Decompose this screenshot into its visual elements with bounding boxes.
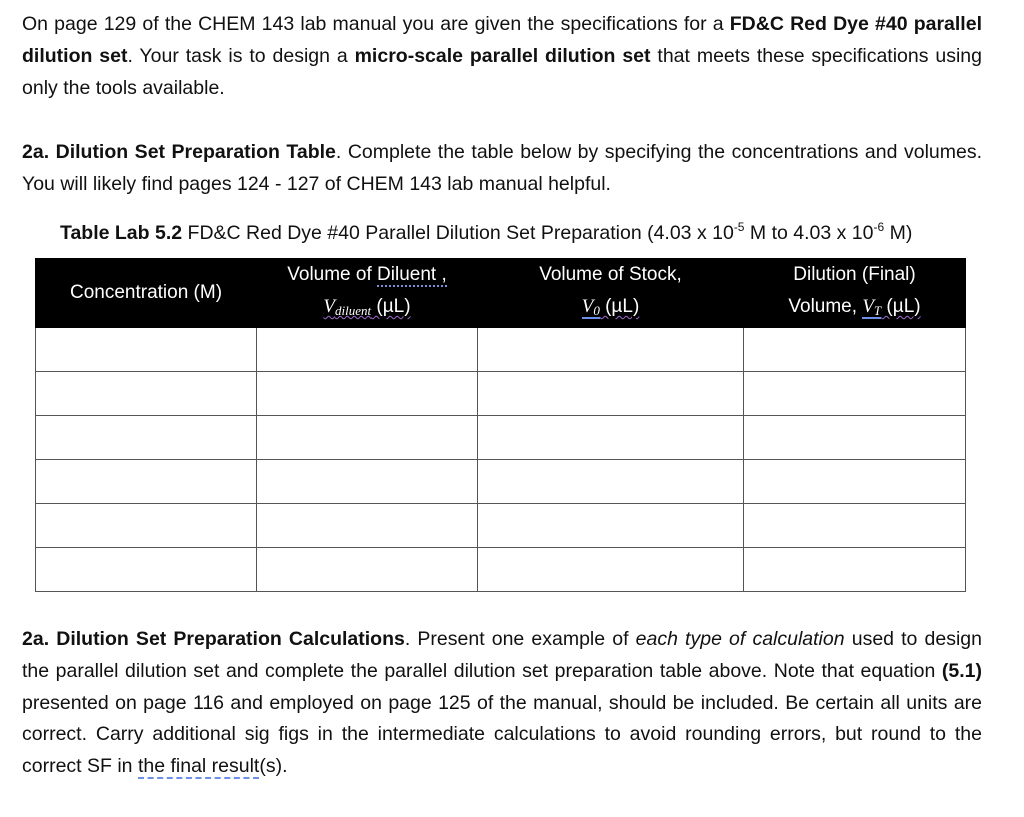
- table-row: [36, 328, 966, 372]
- diluent-sub: diluent: [335, 303, 372, 318]
- table-caption: [60, 219, 912, 247]
- calc-text-1: . Present one example of: [404, 628, 636, 650]
- table-cell[interactable]: [478, 460, 744, 504]
- intro-text-1: On page 129 of the CHEM 143 lab manual you are given the specifications for a: [22, 13, 730, 35]
- calc-italic-each-type: each type of calculation: [635, 628, 845, 650]
- header-final-line2: Volume,: [788, 296, 863, 317]
- caption-end: M): [884, 222, 913, 244]
- table-row: [36, 372, 966, 416]
- calc-section-heading: 2a. Dilution Set Preparation Calculations: [22, 628, 405, 650]
- table-cell[interactable]: [257, 328, 478, 372]
- final-sub: T: [873, 303, 882, 318]
- table-cell[interactable]: [744, 460, 966, 504]
- intro-text-3: that meets these specifications using only the tools available.: [22, 44, 982, 99]
- table-cell[interactable]: [36, 504, 257, 548]
- intro-paragraph: [22, 9, 982, 104]
- header-concentration: [36, 259, 257, 328]
- dilution-table: [35, 258, 966, 592]
- calc-section-paragraph: [22, 624, 982, 783]
- table-cell[interactable]: [478, 416, 744, 460]
- calc-text-4: (s).: [259, 755, 288, 778]
- table-cell[interactable]: [478, 548, 744, 592]
- table-cell[interactable]: [257, 416, 478, 460]
- caption-label: Table Lab 5.2: [60, 222, 183, 244]
- calc-text-3: presented on page 116 and employed on page 125 of the manual, should be included. Be certain all units are correct. Carry additional sig figs in the intermediate calculations to avoid rounding errors, but round to the correct SF in: [22, 691, 982, 778]
- table-cell[interactable]: [744, 416, 966, 460]
- table-section-paragraph: [22, 137, 982, 201]
- header-final-unit: (µL): [881, 296, 921, 317]
- table-cell[interactable]: [744, 548, 966, 592]
- header-concentration-label: Concentration (M): [69, 282, 223, 303]
- header-stock-symbol: [582, 296, 600, 319]
- header-stock-unit: (µL): [599, 296, 640, 317]
- header-final-line1: Dilution (Final): [793, 264, 916, 285]
- table-cell[interactable]: [744, 504, 966, 548]
- stock-var: V: [581, 296, 594, 317]
- caption-text: FD&C Red Dye #40 Parallel Dilution Set Preparation (4.03 x 10: [182, 222, 734, 244]
- table-section-text: . Complete the table below by specifying the concentrations and volumes. You will likely find pages 124 - 127 of CHEM 143 lab manual helpful.: [22, 141, 982, 195]
- table-cell[interactable]: [257, 372, 478, 416]
- header-diluent-line1: Volume of: [287, 264, 378, 285]
- header-diluent-volume: [257, 259, 478, 328]
- header-diluent-symbol: [323, 296, 371, 317]
- table-cell[interactable]: [478, 372, 744, 416]
- table-cell[interactable]: [257, 460, 478, 504]
- table-header-row: [36, 259, 966, 328]
- caption-exponent-1: -5: [733, 220, 745, 234]
- table-row: [36, 416, 966, 460]
- header-diluent-unit: (µL): [371, 296, 411, 317]
- table-cell[interactable]: [36, 460, 257, 504]
- table-cell[interactable]: [257, 504, 478, 548]
- diluent-var: V: [323, 296, 336, 317]
- calc-bold-equation: (5.1): [941, 659, 982, 682]
- table-row: [36, 460, 966, 504]
- calc-text-2: used to design the parallel dilution set and complete the parallel dilution set preparation table above. Note that equation: [22, 628, 982, 682]
- header-final-volume: [744, 259, 966, 328]
- header-diluent-word: Diluent ,: [377, 264, 447, 285]
- final-var: V: [862, 296, 874, 317]
- caption-exponent-2: -6: [873, 220, 885, 234]
- header-stock-line1: Volume of Stock,: [539, 264, 682, 285]
- intro-bold-micro-scale: micro-scale parallel dilution set: [354, 44, 651, 67]
- stock-sub: 0: [593, 303, 600, 318]
- table-cell[interactable]: [744, 372, 966, 416]
- header-final-symbol: [862, 296, 881, 319]
- table-cell[interactable]: [478, 328, 744, 372]
- table-cell[interactable]: [36, 372, 257, 416]
- table-row: [36, 548, 966, 592]
- table-row: [36, 504, 966, 548]
- calc-final-result: the final result: [137, 755, 260, 778]
- table-cell[interactable]: [257, 548, 478, 592]
- intro-bold-dye-set: FD&C Red Dye #40 parallel dilution set: [22, 13, 982, 67]
- table-cell[interactable]: [36, 548, 257, 592]
- intro-text-2: . Your task is to design a: [127, 44, 355, 67]
- table-cell[interactable]: [36, 416, 257, 460]
- table-cell[interactable]: [36, 328, 257, 372]
- table-cell[interactable]: [744, 328, 966, 372]
- table-section-heading: 2a. Dilution Set Preparation Table: [22, 141, 336, 163]
- caption-mid: M to 4.03 x 10: [744, 222, 874, 244]
- table-cell[interactable]: [478, 504, 744, 548]
- header-stock-volume: [478, 259, 744, 328]
